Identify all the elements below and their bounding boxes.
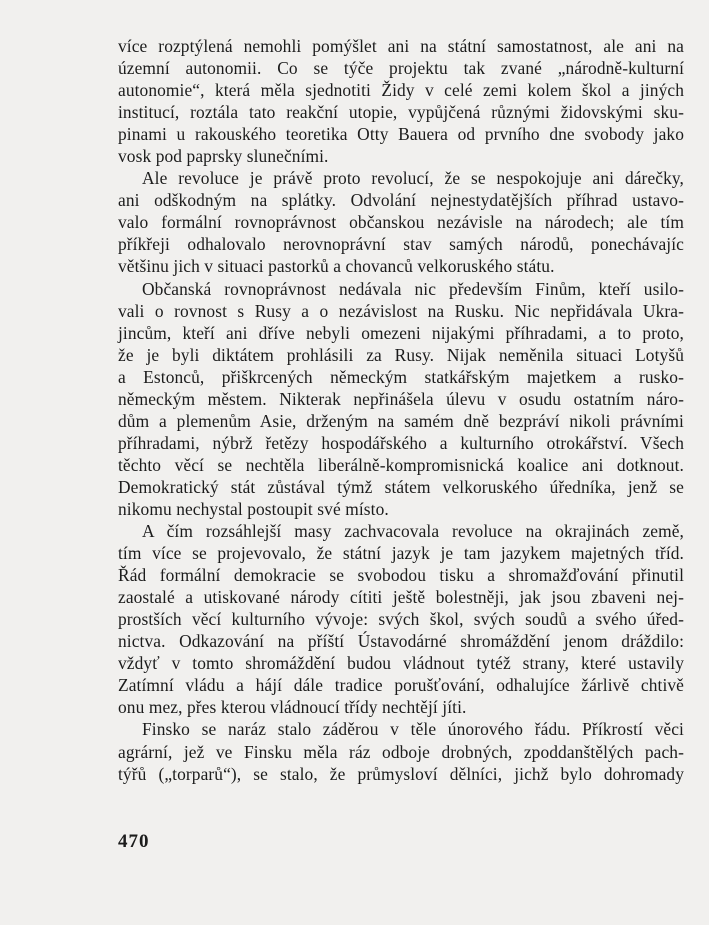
text-line: dům a plemenům Asie, drženým na samém dně bezpráví nikoli právními [118, 410, 684, 431]
text-line: nikomu nechystal postoupit své místo. [118, 498, 389, 519]
text-line: většinu jich v situaci pastorků a chovanců velkoruského státu. [118, 256, 555, 277]
text-line: institucí, roztála tato reakční utopie, vypůjčená různými židovskými sku- [118, 102, 684, 123]
text-line: prostších věcí kulturního vývoje: svých škol, svých soudů a svého úřed- [118, 609, 684, 630]
page-number: 470 [118, 831, 150, 852]
text-line: ani odškodným na splátky. Odvolání nejnestydatějších příhrad ustavo- [118, 190, 684, 211]
paragraph [118, 278, 684, 521]
text-line: Ale revoluce je právě proto revolucí, že se nespokojuje ani dárečky, [142, 168, 684, 189]
text-line: příhradami, nýbrž řetězy hospodářského a kulturního otrokářství. Všech [118, 432, 684, 453]
text-line: příkřeji odhalovalo nerovnoprávní stav samých národů, ponechávajíc [118, 234, 684, 255]
text-line: agrární, jež ve Finsku měla ráz odboje drobných, zpoddanštělých pach- [118, 741, 684, 762]
text-line: a Estonců, přiškrcených německým statkářským majetkem a rusko- [118, 366, 684, 387]
text-line: týřů („torparů“), se stalo, že průmysloví dělníci, jichž bylo dohromady [118, 763, 684, 784]
text-line: že je byli diktátem prohlásili za Rusy. Nijak neměnila situaci Lotyšů [118, 344, 684, 365]
paragraph [118, 718, 684, 784]
text-line: Občanská rovnoprávnost nedávala nic především Finům, kteří usilo- [142, 278, 684, 299]
text-line: německým městem. Nikterak nepřinášela úlevu v osudu ostatním náro- [118, 388, 684, 409]
paragraph [118, 167, 684, 277]
text-line: Zatímní vládu a hájí dále tradice porušťování, odhalujíce žárlivě chtivě [118, 675, 684, 696]
paragraph [118, 35, 684, 167]
text-line: vosk pod paprsky slunečními. [118, 146, 329, 167]
text-line: těchto věcí se nechtěla liberálně-kompromisnická koalice ani dotknout. [118, 454, 684, 475]
text-line: jincům, kteří ani dříve nebyli omezeni nijakými příhradami, a to proto, [118, 322, 684, 343]
paragraph [118, 520, 684, 718]
text-line: územní autonomii. Co se týče projektu tak zvané „národně-kulturní [118, 58, 684, 79]
text-line: pinami u rakouského teoretika Otty Bauera od prvního dne svobody jako [118, 124, 684, 145]
text-line: A čím rozsáhlejší masy zachvacovala revoluce na okrajinách země, [142, 521, 684, 542]
page-body-text [118, 35, 684, 785]
text-line: více rozptýlená nemohli pomýšlet ani na státní samostatnost, ale ani na [118, 36, 684, 56]
text-line: autonomie“, která měla sjednotiti Židy v celé zemi kolem škol a jiných [118, 80, 684, 101]
text-line: Finsko se naráz stalo záděrou v těle únorového řádu. Příkrostí věci [142, 719, 684, 740]
text-line: tím více se projevovalo, že státní jazyk je tam jazykem majetných tříd. [118, 543, 684, 564]
text-line: vali o rovnost s Rusy a o nezávislost na Rusku. Nic nepřidávala Ukra- [118, 300, 684, 321]
text-line: valo formální rovnoprávnost občanskou nezávisle na národech; ale tím [118, 212, 684, 233]
text-line: onu mez, přes kterou vládnoucí třídy nechtějí jíti. [118, 697, 467, 718]
text-line: nictva. Odkazování na příští Ústavodárné shromáždění jenom dráždilo: [118, 631, 684, 652]
text-line: Řád formální demokracie se svobodou tisku a shromažďování přinutil [118, 565, 684, 586]
text-line: Demokratický stát zůstával týmž státem velkoruského úředníka, jenž se [118, 476, 684, 497]
text-line: zaostalé a utiskované národy cítiti ještě bolestněji, jak jsou zbaveni nej- [118, 587, 684, 608]
text-line: vždyť v tomto shromáždění budou vládnout tytéž strany, které ustavily [118, 653, 684, 674]
